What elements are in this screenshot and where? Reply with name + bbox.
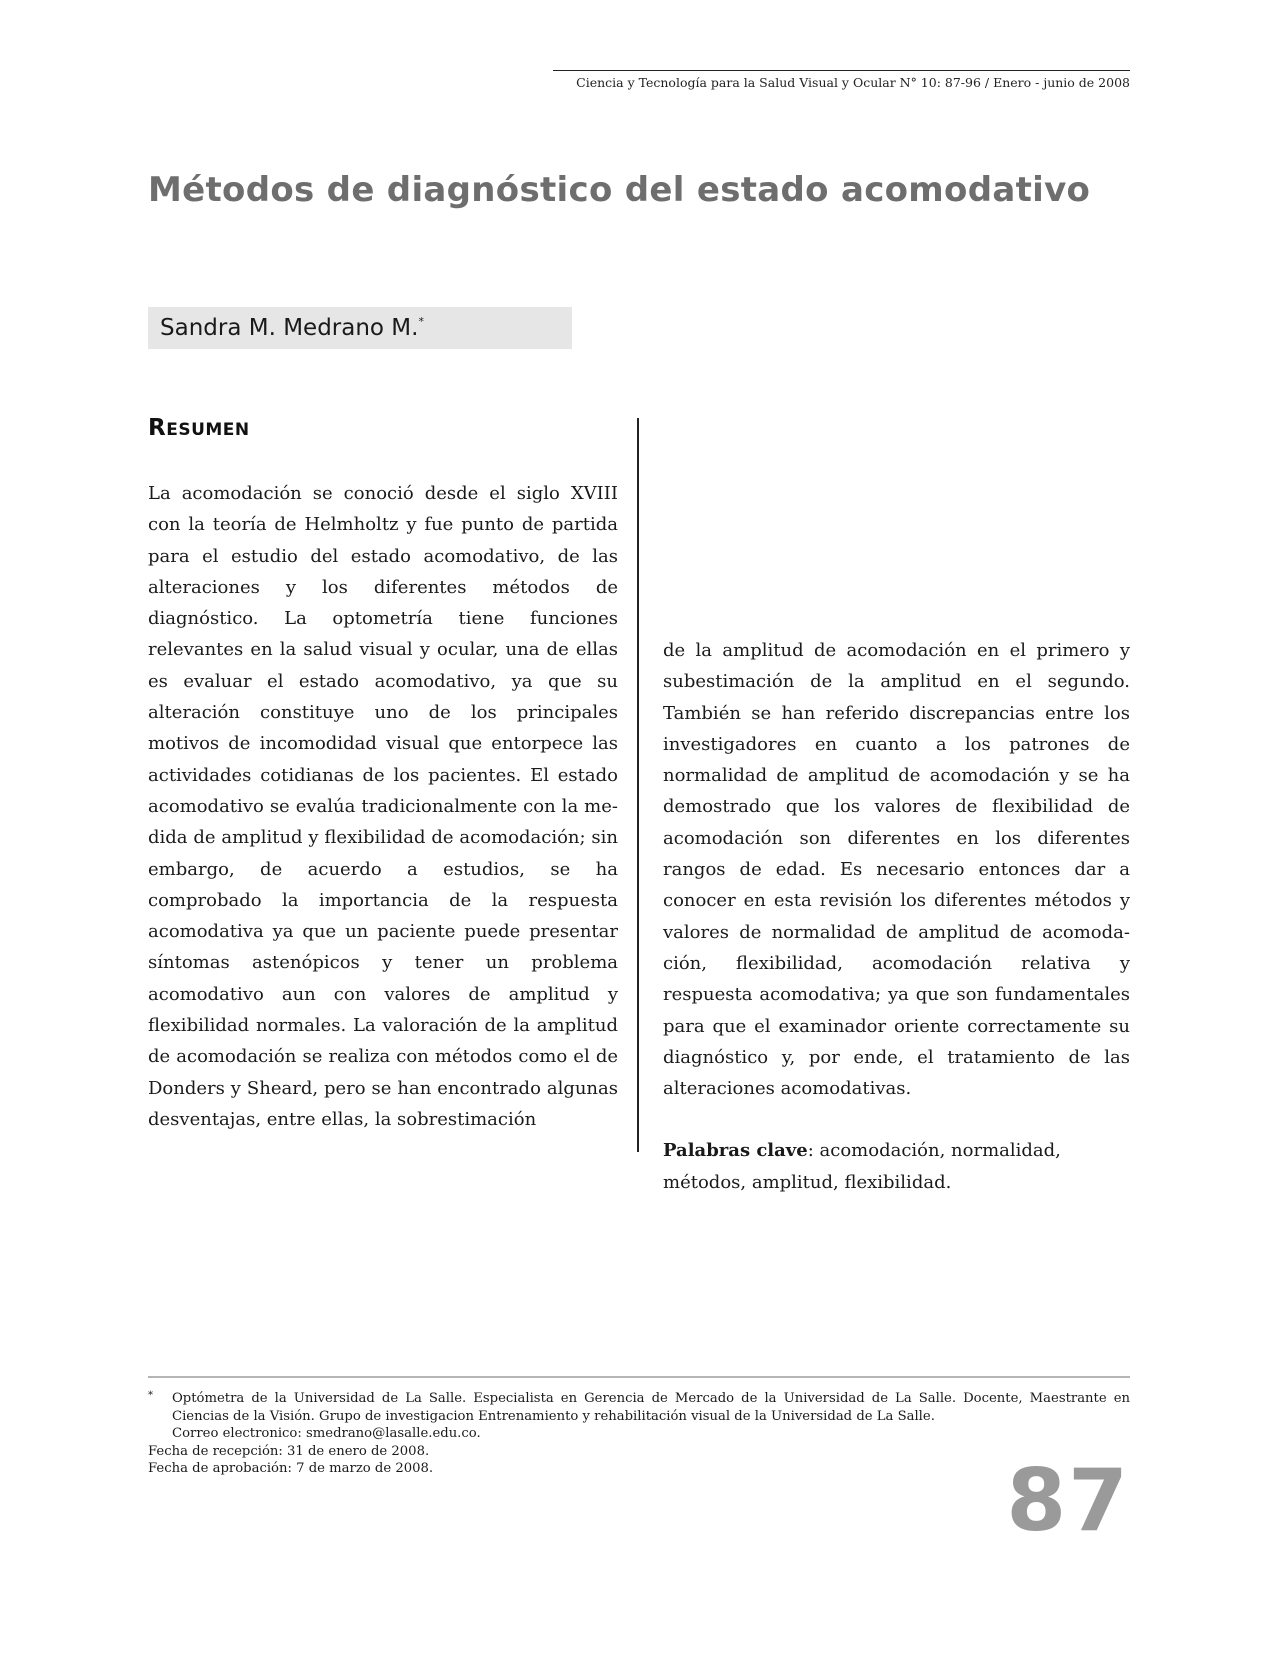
abstract-right-column	[663, 635, 1130, 1198]
running-head: Ciencia y Tecnología para la Salud Visual y Ocular N° 10: 87-96 / Enero - junio de 2008	[553, 70, 1130, 90]
author-footnote-marker[interactable]: *	[418, 315, 424, 328]
column-divider	[637, 418, 639, 1152]
article-title: Métodos de diagnóstico del estado acomodativo	[148, 170, 1091, 210]
section-heading-initial: R	[148, 415, 167, 441]
footnote-email[interactable]: Correo electronico: smedrano@lasalle.edu.co.	[172, 1426, 481, 1441]
footnote-affiliation: Optómetra de la Universidad de La Salle. Especialista en Gerencia de Mercado de la Universidad de La Salle. Docente, Maestrante en Ciencias de la Visión. Grupo de investigacion Entrenamiento y rehabilitación visual de la Universidad de La Salle.	[172, 1391, 1130, 1424]
author-box	[148, 307, 572, 349]
author-name-line	[160, 315, 424, 341]
section-heading-rest: ESUMEN	[166, 420, 250, 440]
abstract-paragraph-right: de la amplitud de acomodación en el primero y subestimación de la amplitud en el segundo. También se han referido discrepancias entre los investigadores en cuanto a los patrones de normalidad de amplitud de acomodación y se ha demostrado que los valores de flexibilidad de acomodación son diferentes en los diferentes rangos de edad. Es necesario entonces dar a conocer en esta revisión los diferentes métodos y valores de normalidad de amplitud de acomodación, flexibilidad, acomodación relativa y respuesta acomodativa; ya que son fundamentales para que el examinador oriente correctamente su diagnóstico y, por ende, el tratamiento de las alteraciones acomodativas.	[663, 640, 1130, 1100]
keywords-text: : acomodación, normalidad, métodos, amplitud, flexibilidad.	[663, 1140, 1061, 1193]
keywords-label: Palabras clave	[663, 1140, 808, 1162]
section-heading-resumen	[148, 415, 250, 441]
footnote-author	[148, 1390, 1130, 1443]
footnote-received-date: Fecha de recepción: 31 de enero de 2008.	[148, 1443, 430, 1459]
abstract-left-column	[148, 478, 618, 1135]
page-number: 87	[1006, 1451, 1130, 1551]
footnote-approved-date: Fecha de aprobación: 7 de marzo de 2008.	[148, 1461, 434, 1476]
abstract-paragraph-left: La acomodación se conoció desde el siglo XVIII con la teoría de Helmholtz y fue punto de partida para el estudio del estado acomodativo, de las alteraciones y los diferentes métodos de diagnóstico. La optometría tiene funciones relevantes en la salud visual y ocular, una de ellas es evaluar el estado acomodativo, ya que su alteración constituye uno de los principales motivos de incomodidad visual que entorpece las actividades cotidianas de los pacientes. El estado acomodativo se evalúa tradicionalmente con la medida de amplitud y flexibilidad de acomodación; sin embargo, de acuerdo a estudios, se ha comprobado la importancia de la respuesta acomodativa ya que un paciente puede presentar síntomas astenópicos y tener un problema acomodativo aun con valores de amplitud y flexibilidad normales. La valoración de la amplitud de acomodación se realiza con métodos como el de Donders y Sheard, pero se han encontrado algunas desventajas, entre ellas, la sobrestimación	[148, 483, 618, 1130]
footnote-divider	[148, 1376, 1130, 1378]
footnotes	[148, 1390, 1130, 1478]
author-name: Sandra M. Medrano M.	[160, 315, 419, 341]
footnote-marker: *	[148, 1390, 153, 1401]
keywords	[663, 1135, 1130, 1198]
